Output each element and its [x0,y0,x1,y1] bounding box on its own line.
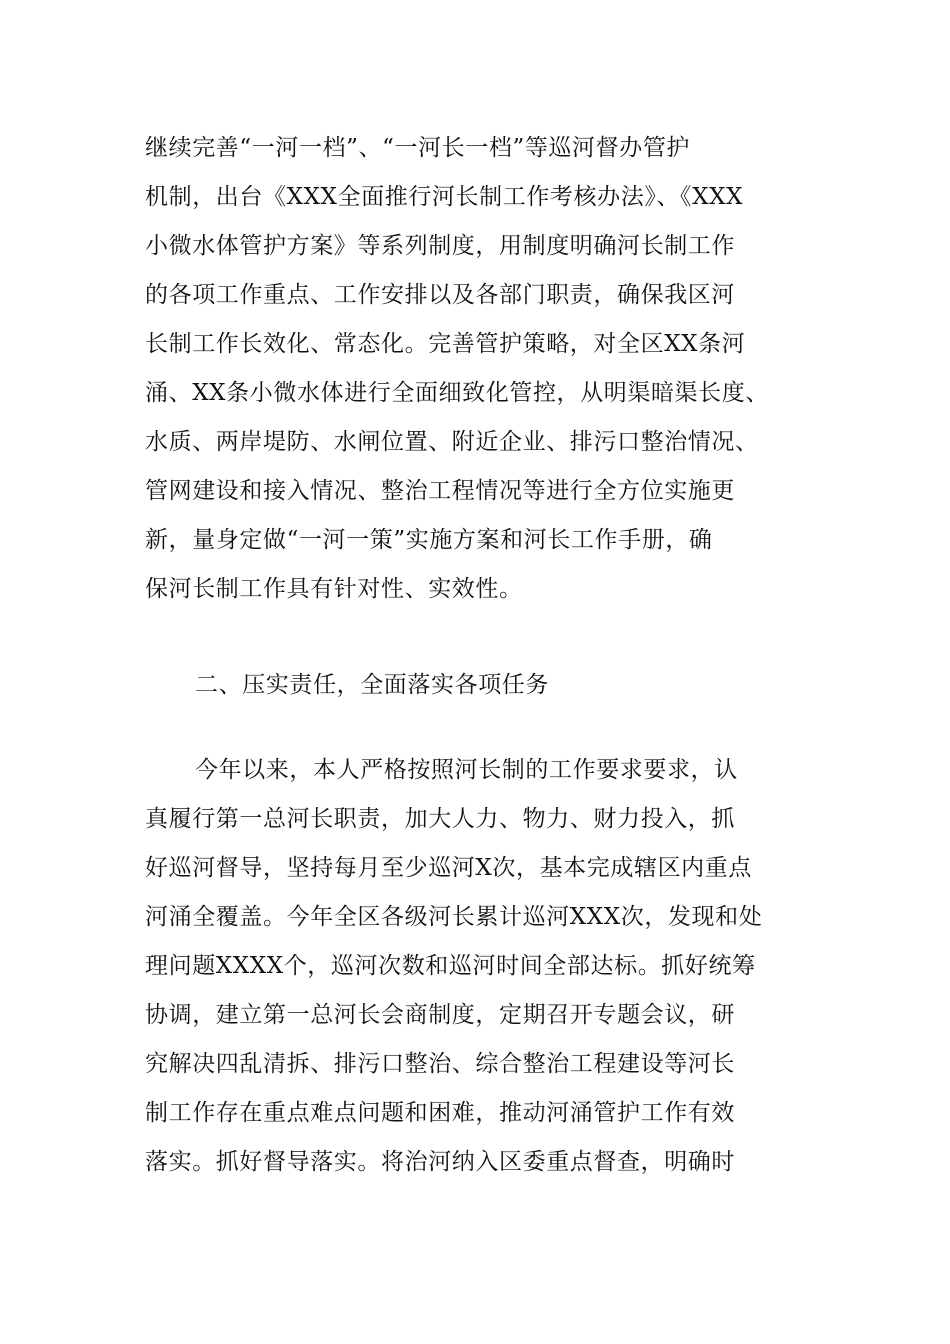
text-line: 涌、XX条小微水体进行全面细致化管控，从明渠暗渠长度、 [145,380,769,406]
text-line: 今年以来，本人严格按照河长制的工作要求要求，认 [195,757,738,783]
text-line: 新，量身定做“一河一策”实施方案和河长工作手册，确 [145,527,713,553]
paragraph-river-chief-mechanism [145,124,815,614]
text-line: 理问题XXXX个，巡河次数和巡河时间全部达标。抓好统筹 [145,953,756,979]
section-heading [145,661,815,710]
text-line: 协调，建立第一总河长会商制度，定期召开专题会议，研 [145,1002,735,1028]
text-line: 好巡河督导，坚持每月至少巡河X次，基本完成辖区内重点 [145,855,752,881]
text-line: 长制工作长效化、常态化。完善管护策略，对全区XX条河 [145,331,746,357]
text-line: 机制，出台《XXX全面推行河长制工作考核办法》、《XXX [145,184,744,210]
text-line: 继续完善“一河一档”、“一河长一档”等巡河督办管护 [145,135,691,161]
text-line: 制工作存在重点难点问题和困难，推动河涌管护工作有效 [145,1100,735,1126]
text-line: 小微水体管护方案》等系列制度，用制度明确河长制工作 [145,233,735,259]
section-heading-text: 二、压实责任，全面落实各项任务 [195,672,549,698]
text-line: 究解决四乱清拆、排污口整治、综合整治工程建设等河长 [145,1051,735,1077]
text-line: 真履行第一总河长职责，加大人力、物力、财力投入，抓 [145,806,735,832]
text-line: 保河长制工作具有针对性、实效性。 [145,576,523,602]
text-line: 管网建设和接入情况、整治工程情况等进行全方位实施更 [145,478,735,504]
text-line: 的各项工作重点、工作安排以及各部门职责，确保我区河 [145,282,735,308]
text-line: 水质、两岸堤防、水闸位置、附近企业、排污口整治情况、 [145,429,759,455]
paragraph-responsibility [145,746,815,1187]
text-line: 河涌全覆盖。今年全区各级河长累计巡河XXX次，发现和处 [145,904,763,930]
text-line: 落实。抓好督导落实。将治河纳入区委重点督查，明确时 [145,1149,735,1175]
